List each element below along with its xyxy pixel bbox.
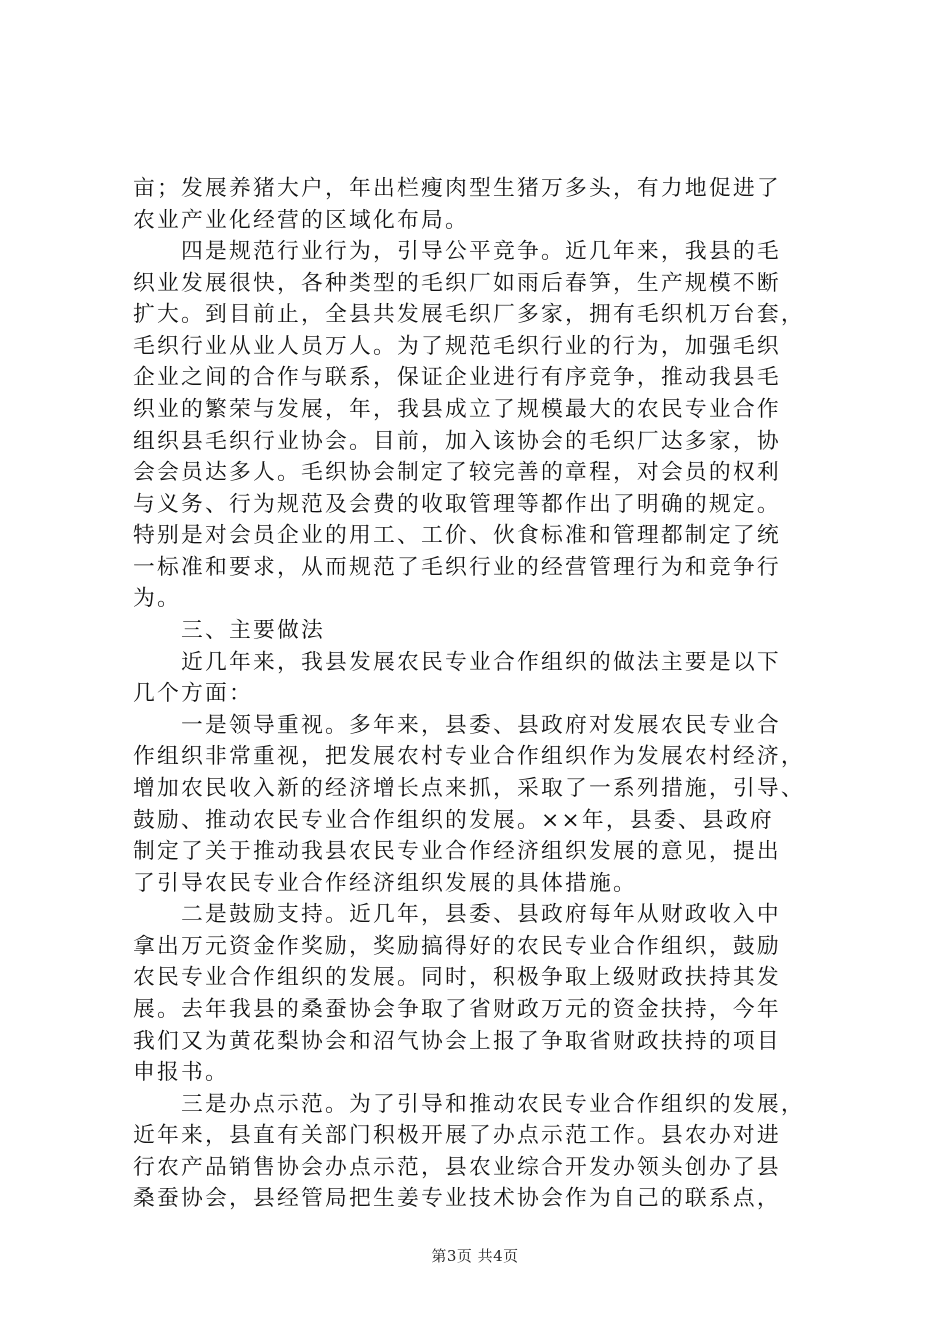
text-line: 四是规范行业行为，引导公平竞争。近几年来，我县的毛 xyxy=(133,239,781,265)
text-line: 一标准和要求，从而规范了毛织行业的经营管理行为和竞争行 xyxy=(133,554,781,580)
text-line: 三是办点示范。为了引导和推动农民专业合作组织的发展， xyxy=(133,1091,805,1117)
section-heading: 三、主要做法 xyxy=(133,618,325,644)
text-line: 特别是对会员企业的用工、工价、伙食标准和管理都制定了统 xyxy=(133,523,781,549)
text-line: 行农产品销售协会办点示范，县农业综合开发办领头创办了县 xyxy=(133,1154,781,1180)
text-line: 二是鼓励支持。近几年，县委、县政府每年从财政收入中 xyxy=(133,902,781,928)
text-line: 拿出万元资金作奖励，奖励搞得好的农民专业合作组织，鼓励 xyxy=(133,933,781,959)
text-line: 农业产业化经营的区域化布局。 xyxy=(133,207,469,233)
text-line: 鼓励、推动农民专业合作组织的发展。××年，县委、县政府 xyxy=(133,807,774,833)
text-line: 亩；发展养猪大户，年出栏瘦肉型生猪万多头，有力地促进了 xyxy=(133,176,781,201)
text-line: 企业之间的合作与联系，保证企业进行有序竞争，推动我县毛 xyxy=(133,365,781,391)
text-line: 一是领导重视。多年来，县委、县政府对发展农民专业合 xyxy=(133,712,781,738)
text-line: 毛织行业从业人员万人。为了规范毛织行业的行为，加强毛织 xyxy=(133,333,781,359)
text-line: 农民专业合作组织的发展。同时，积极争取上级财政扶持其发 xyxy=(133,965,781,991)
text-line: 为。 xyxy=(133,586,181,612)
text-line: 织业发展很快，各种类型的毛织厂如雨后春笋，生产规模不断 xyxy=(133,270,781,296)
text-line: 扩大。到目前止，全县共发展毛织厂多家，拥有毛织机万台套， xyxy=(133,302,805,328)
text-line: 增加农民收入新的经济增长点来抓，采取了一系列措施，引导、 xyxy=(133,775,805,801)
text-line: 组织县毛织行业协会。目前，加入该协会的毛织厂达多家，协 xyxy=(133,428,781,454)
text-line: 了引导农民专业合作经济组织发展的具体措施。 xyxy=(133,870,637,896)
text-line: 近年来，县直有关部门积极开展了办点示范工作。县农办对进 xyxy=(133,1123,781,1149)
text-line: 织业的繁荣与发展，年，我县成立了规模最大的农民专业合作 xyxy=(133,397,781,423)
text-line: 申报书。 xyxy=(133,1060,229,1086)
page-footer: 第3页 共4页 xyxy=(431,1247,519,1265)
text-line: 制定了关于推动我县农民专业合作经济组织发展的意见，提出 xyxy=(133,839,781,865)
text-line: 桑蚕协会，县经管局把生姜专业技术协会作为自己的联系点， xyxy=(133,1186,781,1212)
text-line: 与义务、行为规范及会费的收取管理等都作出了明确的规定。 xyxy=(133,491,781,517)
text-line: 会会员达多人。毛织协会制定了较完善的章程，对会员的权利 xyxy=(133,460,781,486)
text-line: 几个方面： xyxy=(133,681,253,707)
text-line: 展。去年我县的桑蚕协会争取了省财政万元的资金扶持，今年 xyxy=(133,996,781,1022)
text-line: 近几年来，我县发展农民专业合作组织的做法主要是以下 xyxy=(133,649,781,675)
text-line: 我们又为黄花梨协会和沼气协会上报了争取省财政扶持的项目 xyxy=(133,1028,781,1054)
text-line: 作组织非常重视，把发展农村专业合作组织作为发展农村经济， xyxy=(133,744,805,770)
